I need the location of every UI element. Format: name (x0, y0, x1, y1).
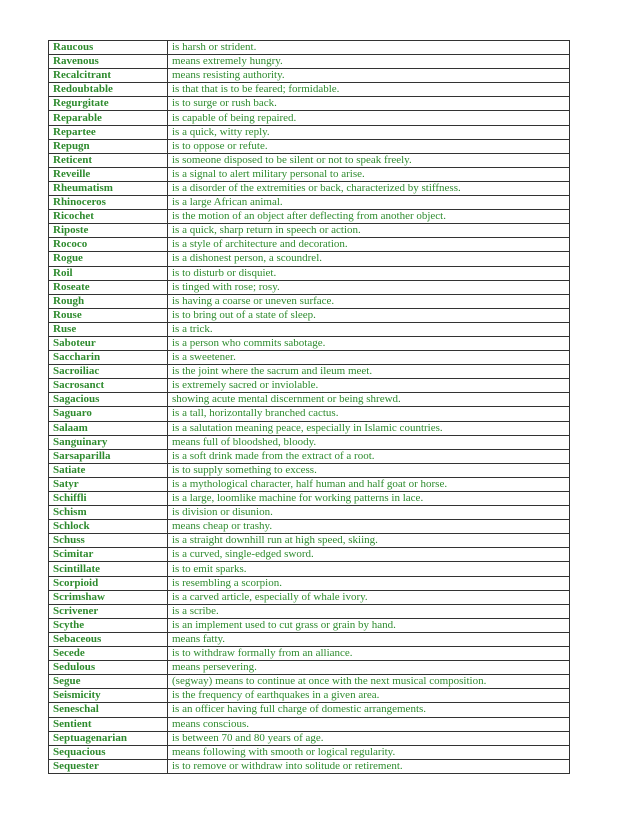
table-row (49, 308, 570, 322)
term-cell: Scorpioid (49, 576, 168, 590)
table-row (49, 224, 570, 238)
definition-cell: is that that is to be feared; formidable. (168, 83, 570, 97)
table-row (49, 449, 570, 463)
table-row (49, 647, 570, 661)
term-cell: Ricochet (49, 210, 168, 224)
term-cell: Regurgitate (49, 97, 168, 111)
term-cell: Rococo (49, 238, 168, 252)
term-cell: Roil (49, 266, 168, 280)
definition-cell: means conscious. (168, 717, 570, 731)
table-row (49, 520, 570, 534)
term-cell: Sacrosanct (49, 379, 168, 393)
definition-cell: is to disturb or disquiet. (168, 266, 570, 280)
table-row (49, 336, 570, 350)
definition-cell: is a large, loomlike machine for working patterns in lace. (168, 492, 570, 506)
term-cell: Salaam (49, 421, 168, 435)
term-cell: Schism (49, 506, 168, 520)
table-row (49, 506, 570, 520)
definition-cell: is between 70 and 80 years of age. (168, 731, 570, 745)
definition-cell: is a tall, horizontally branched cactus. (168, 407, 570, 421)
definition-cell: means following with smooth or logical regularity. (168, 745, 570, 759)
term-cell: Scrivener (49, 604, 168, 618)
definition-cell: is to withdraw formally from an alliance. (168, 647, 570, 661)
definition-cell: is the motion of an object after deflecting from another object. (168, 210, 570, 224)
term-cell: Sequester (49, 759, 168, 773)
term-cell: Septuagenarian (49, 731, 168, 745)
definition-cell: is the frequency of earthquakes in a given area. (168, 689, 570, 703)
table-row (49, 351, 570, 365)
table-row (49, 675, 570, 689)
definition-cell: means cheap or trashy. (168, 520, 570, 534)
definition-cell: is a large African animal. (168, 196, 570, 210)
term-cell: Sanguinary (49, 435, 168, 449)
definition-cell: is division or disunion. (168, 506, 570, 520)
vocabulary-table (48, 40, 570, 774)
table-row (49, 548, 570, 562)
definition-cell: is to surge or rush back. (168, 97, 570, 111)
table-row (49, 745, 570, 759)
definition-cell: is having a coarse or uneven surface. (168, 294, 570, 308)
term-cell: Scintillate (49, 562, 168, 576)
table-row (49, 379, 570, 393)
definition-cell: is resembling a scorpion. (168, 576, 570, 590)
table-row (49, 83, 570, 97)
term-cell: Scimitar (49, 548, 168, 562)
term-cell: Satiate (49, 463, 168, 477)
table-row (49, 41, 570, 55)
term-cell: Raucous (49, 41, 168, 55)
table-row (49, 632, 570, 646)
table-row (49, 407, 570, 421)
definition-cell: is to oppose or refute. (168, 139, 570, 153)
table-row (49, 661, 570, 675)
term-cell: Sarsaparilla (49, 449, 168, 463)
term-cell: Sagacious (49, 393, 168, 407)
definition-cell: is to remove or withdraw into solitude or retirement. (168, 759, 570, 773)
term-cell: Repartee (49, 125, 168, 139)
term-cell: Rough (49, 294, 168, 308)
definition-cell: is a trick. (168, 322, 570, 336)
table-row (49, 69, 570, 83)
term-cell: Saguaro (49, 407, 168, 421)
table-row (49, 153, 570, 167)
definition-cell: means extremely hungry. (168, 55, 570, 69)
table-row (49, 393, 570, 407)
term-cell: Sentient (49, 717, 168, 731)
table-row (49, 322, 570, 336)
definition-cell: is to bring out of a state of sleep. (168, 308, 570, 322)
definition-cell: is a dishonest person, a scoundrel. (168, 252, 570, 266)
term-cell: Scrimshaw (49, 590, 168, 604)
table-row (49, 97, 570, 111)
definition-cell: is a disorder of the extremities or back, characterized by stiffness. (168, 181, 570, 195)
term-cell: Segue (49, 675, 168, 689)
term-cell: Sacroiliac (49, 365, 168, 379)
term-cell: Sequacious (49, 745, 168, 759)
table-row (49, 181, 570, 195)
definition-cell: means resisting authority. (168, 69, 570, 83)
term-cell: Ravenous (49, 55, 168, 69)
table-row (49, 534, 570, 548)
table-row (49, 294, 570, 308)
table-row (49, 238, 570, 252)
definition-cell: (segway) means to continue at once with the next musical composition. (168, 675, 570, 689)
term-cell: Reveille (49, 167, 168, 181)
table-row (49, 125, 570, 139)
term-cell: Schuss (49, 534, 168, 548)
definition-cell: is a mythological character, half human and half goat or horse. (168, 477, 570, 491)
table-row (49, 731, 570, 745)
definition-cell: means persevering. (168, 661, 570, 675)
term-cell: Reticent (49, 153, 168, 167)
definition-cell: is a signal to alert military personal to arise. (168, 167, 570, 181)
table-row (49, 266, 570, 280)
definition-cell: is harsh or strident. (168, 41, 570, 55)
definition-cell: is a carved article, especially of whale ivory. (168, 590, 570, 604)
term-cell: Riposte (49, 224, 168, 238)
definition-cell: is tinged with rose; rosy. (168, 280, 570, 294)
term-cell: Schlock (49, 520, 168, 534)
table-row (49, 210, 570, 224)
term-cell: Rhinoceros (49, 196, 168, 210)
definition-cell: is the joint where the sacrum and ileum meet. (168, 365, 570, 379)
term-cell: Seneschal (49, 703, 168, 717)
term-cell: Ruse (49, 322, 168, 336)
definition-cell: is a soft drink made from the extract of a root. (168, 449, 570, 463)
table-row (49, 280, 570, 294)
definition-cell: is a style of architecture and decoration. (168, 238, 570, 252)
definition-cell: means fatty. (168, 632, 570, 646)
definition-cell: is a curved, single-edged sword. (168, 548, 570, 562)
table-row (49, 365, 570, 379)
term-cell: Sedulous (49, 661, 168, 675)
table-row (49, 717, 570, 731)
definition-cell: is extremely sacred or inviolable. (168, 379, 570, 393)
table-row (49, 421, 570, 435)
table-row (49, 759, 570, 773)
term-cell: Sebaceous (49, 632, 168, 646)
term-cell: Recalcitrant (49, 69, 168, 83)
definition-cell: showing acute mental discernment or being shrewd. (168, 393, 570, 407)
table-row (49, 463, 570, 477)
table-row (49, 196, 570, 210)
term-cell: Secede (49, 647, 168, 661)
definition-cell: is a person who commits sabotage. (168, 336, 570, 350)
term-cell: Rogue (49, 252, 168, 266)
term-cell: Scythe (49, 618, 168, 632)
definition-cell: is an implement used to cut grass or grain by hand. (168, 618, 570, 632)
table-row (49, 55, 570, 69)
definition-cell: is to supply something to excess. (168, 463, 570, 477)
term-cell: Reparable (49, 111, 168, 125)
definition-cell: is a quick, sharp return in speech or action. (168, 224, 570, 238)
table-row (49, 139, 570, 153)
table-row (49, 703, 570, 717)
term-cell: Repugn (49, 139, 168, 153)
definition-cell: means full of bloodshed, bloody. (168, 435, 570, 449)
table-row (49, 111, 570, 125)
table-row (49, 492, 570, 506)
definition-cell: is capable of being repaired. (168, 111, 570, 125)
table-row (49, 562, 570, 576)
definition-cell: is someone disposed to be silent or not to speak freely. (168, 153, 570, 167)
table-row (49, 167, 570, 181)
term-cell: Seismicity (49, 689, 168, 703)
table-row (49, 618, 570, 632)
term-cell: Saboteur (49, 336, 168, 350)
term-cell: Schiffli (49, 492, 168, 506)
table-row (49, 477, 570, 491)
term-cell: Roseate (49, 280, 168, 294)
table-row (49, 689, 570, 703)
definition-cell: is a straight downhill run at high speed, skiing. (168, 534, 570, 548)
definition-cell: is a sweetener. (168, 351, 570, 365)
definition-cell: is an officer having full charge of domestic arrangements. (168, 703, 570, 717)
term-cell: Rouse (49, 308, 168, 322)
definition-cell: is a salutation meaning peace, especially in Islamic countries. (168, 421, 570, 435)
definition-cell: is to emit sparks. (168, 562, 570, 576)
definition-cell: is a scribe. (168, 604, 570, 618)
table-row (49, 435, 570, 449)
term-cell: Satyr (49, 477, 168, 491)
table-row (49, 576, 570, 590)
vocabulary-table-body (49, 41, 570, 774)
term-cell: Rheumatism (49, 181, 168, 195)
table-row (49, 604, 570, 618)
table-row (49, 590, 570, 604)
term-cell: Saccharin (49, 351, 168, 365)
table-row (49, 252, 570, 266)
definition-cell: is a quick, witty reply. (168, 125, 570, 139)
term-cell: Redoubtable (49, 83, 168, 97)
